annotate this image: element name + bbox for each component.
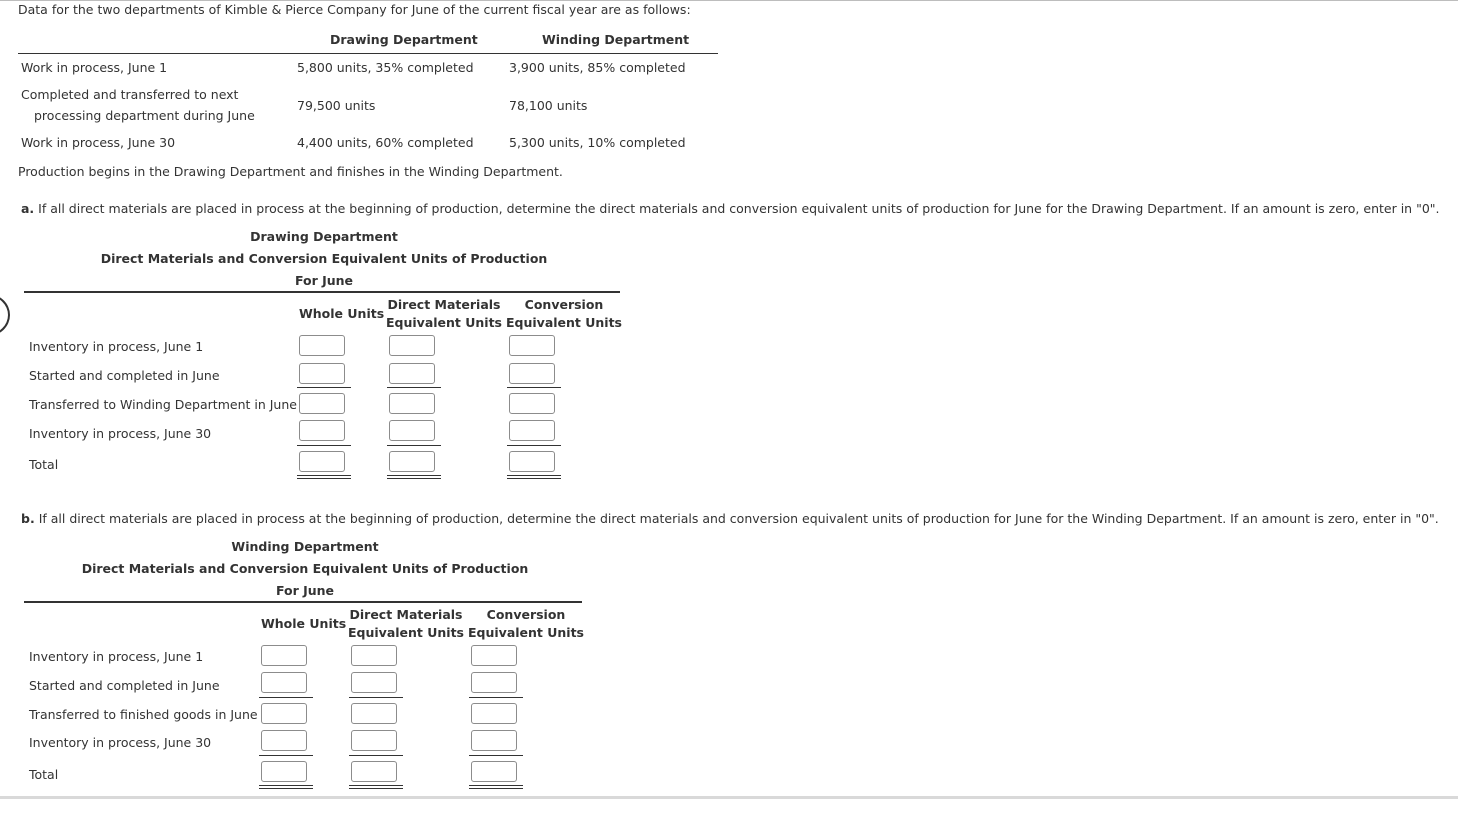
part-a-whole-units-input[interactable] — [299, 335, 345, 356]
part-b-title-period: For June — [275, 583, 335, 598]
part-b-title-rule — [24, 601, 582, 603]
total-double-underline — [259, 785, 313, 789]
data-row-label: Work in process, June 30 — [21, 135, 176, 150]
subtotal-underline — [507, 387, 561, 388]
total-double-underline — [349, 785, 403, 789]
part-a-question-text: If all direct materials are placed in process at the beginning of production, determine the direct materials and conversion equivalent units of production for June for the Drawing Department. If an amount is zero, enter in "0". — [38, 201, 1440, 216]
part-a-dm-equivalent-input[interactable] — [389, 335, 435, 356]
data-row-winding: 3,900 units, 85% completed — [509, 60, 686, 75]
top-border — [0, 0, 1458, 1]
data-row-label: Completed and transferred to next — [21, 87, 239, 102]
part-a-title-period: For June — [294, 273, 354, 288]
data-header-rule — [18, 53, 718, 54]
part-a-whole-units-input[interactable] — [299, 363, 345, 384]
side-circle-control[interactable] — [0, 294, 10, 336]
part-a-row-label: Transferred to Winding Department in June — [29, 397, 297, 412]
data-row-label-cont: processing department during June — [34, 108, 255, 123]
part-a-col-conv-line1: Conversion — [524, 297, 604, 312]
data-row-drawing: 79,500 units — [297, 98, 376, 113]
part-a-conversion-equivalent-input[interactable] — [509, 363, 555, 384]
subtotal-underline — [469, 755, 523, 756]
part-b-conversion-equivalent-input[interactable] — [471, 672, 517, 693]
part-a-col-conv-line2: Equivalent Units — [506, 315, 622, 330]
part-b-total-dm-equivalent-input[interactable] — [351, 761, 397, 782]
subtotal-underline — [507, 445, 561, 446]
part-b-row-label: Total — [29, 767, 59, 782]
part-b-question — [21, 511, 1439, 526]
part-b-dm-equivalent-input[interactable] — [351, 672, 397, 693]
part-a-title-schedule: Direct Materials and Conversion Equivalent Units of Production — [100, 251, 548, 266]
subtotal-underline — [259, 697, 313, 698]
part-a-col-dm-line1: Direct Materials — [387, 297, 501, 312]
part-a-conversion-equivalent-input[interactable] — [509, 335, 555, 356]
part-b-marker: b. — [21, 511, 35, 526]
part-a-dm-equivalent-input[interactable] — [389, 393, 435, 414]
part-a-dm-equivalent-input[interactable] — [389, 363, 435, 384]
part-b-col-whole-units: Whole Units — [261, 616, 347, 631]
part-b-dm-equivalent-input[interactable] — [351, 703, 397, 724]
part-a-col-whole-units: Whole Units — [299, 306, 385, 321]
part-b-title-department: Winding Department — [231, 539, 379, 554]
part-a-row-label: Inventory in process, June 30 — [29, 426, 212, 441]
part-a-row-label: Total — [29, 457, 59, 472]
part-b-whole-units-input[interactable] — [261, 672, 307, 693]
part-a-question — [21, 201, 1440, 216]
total-double-underline — [507, 475, 561, 479]
part-b-row-label: Inventory in process, June 1 — [29, 649, 204, 664]
part-b-row-label: Transferred to finished goods in June — [29, 707, 258, 722]
data-row-winding: 5,300 units, 10% completed — [509, 135, 686, 150]
data-header-winding: Winding Department — [542, 32, 690, 47]
part-a-title-rule — [24, 291, 620, 293]
part-a-row-label: Started and completed in June — [29, 368, 220, 383]
production-note: Production begins in the Drawing Department and finishes in the Winding Department. — [18, 164, 563, 179]
total-double-underline — [469, 785, 523, 789]
data-row-label: Work in process, June 1 — [21, 60, 168, 75]
total-double-underline — [387, 475, 441, 479]
part-b-question-text: If all direct materials are placed in process at the beginning of production, determine the direct materials and conversion equivalent units of production for June for the Winding Department. If an amount is zero, enter in "0". — [38, 511, 1439, 526]
subtotal-underline — [259, 755, 313, 756]
part-a-conversion-equivalent-input[interactable] — [509, 393, 555, 414]
part-b-total-whole-units-input[interactable] — [261, 761, 307, 782]
subtotal-underline — [387, 387, 441, 388]
data-row-drawing: 4,400 units, 60% completed — [297, 135, 474, 150]
part-a-whole-units-input[interactable] — [299, 393, 345, 414]
part-b-conversion-equivalent-input[interactable] — [471, 645, 517, 666]
part-b-col-conv-line2: Equivalent Units — [468, 625, 584, 640]
part-b-title-schedule: Direct Materials and Conversion Equivalent Units of Production — [81, 561, 529, 576]
total-double-underline — [297, 475, 351, 479]
part-a-col-dm-line2: Equivalent Units — [386, 315, 502, 330]
part-b-col-dm-line1: Direct Materials — [349, 607, 463, 622]
part-a-total-conversion-equivalent-input[interactable] — [509, 451, 555, 472]
subtotal-underline — [349, 697, 403, 698]
part-a-whole-units-input[interactable] — [299, 420, 345, 441]
subtotal-underline — [469, 697, 523, 698]
part-a-total-dm-equivalent-input[interactable] — [389, 451, 435, 472]
part-a-total-whole-units-input[interactable] — [299, 451, 345, 472]
part-b-col-dm-line2: Equivalent Units — [348, 625, 464, 640]
part-a-row-label: Inventory in process, June 1 — [29, 339, 204, 354]
part-a-title-department: Drawing Department — [250, 229, 398, 244]
subtotal-underline — [387, 445, 441, 446]
part-b-whole-units-input[interactable] — [261, 703, 307, 724]
part-a-conversion-equivalent-input[interactable] — [509, 420, 555, 441]
subtotal-underline — [297, 445, 351, 446]
part-a-dm-equivalent-input[interactable] — [389, 420, 435, 441]
part-b-col-conv-line1: Conversion — [486, 607, 566, 622]
data-row-winding: 78,100 units — [509, 98, 588, 113]
subtotal-underline — [297, 387, 351, 388]
part-b-whole-units-input[interactable] — [261, 645, 307, 666]
data-header-drawing: Drawing Department — [330, 32, 478, 47]
data-row-drawing: 5,800 units, 35% completed — [297, 60, 474, 75]
part-b-conversion-equivalent-input[interactable] — [471, 730, 517, 751]
part-a-marker: a. — [21, 201, 35, 216]
part-b-dm-equivalent-input[interactable] — [351, 730, 397, 751]
intro-text: Data for the two departments of Kimble & Pierce Company for June of the current fiscal year are as follows: — [18, 2, 691, 17]
part-b-total-conversion-equivalent-input[interactable] — [471, 761, 517, 782]
part-b-row-label: Started and completed in June — [29, 678, 220, 693]
subtotal-underline — [349, 755, 403, 756]
part-b-conversion-equivalent-input[interactable] — [471, 703, 517, 724]
part-b-dm-equivalent-input[interactable] — [351, 645, 397, 666]
part-b-whole-units-input[interactable] — [261, 730, 307, 751]
bottom-scroll-border — [0, 796, 1458, 799]
part-b-row-label: Inventory in process, June 30 — [29, 735, 212, 750]
